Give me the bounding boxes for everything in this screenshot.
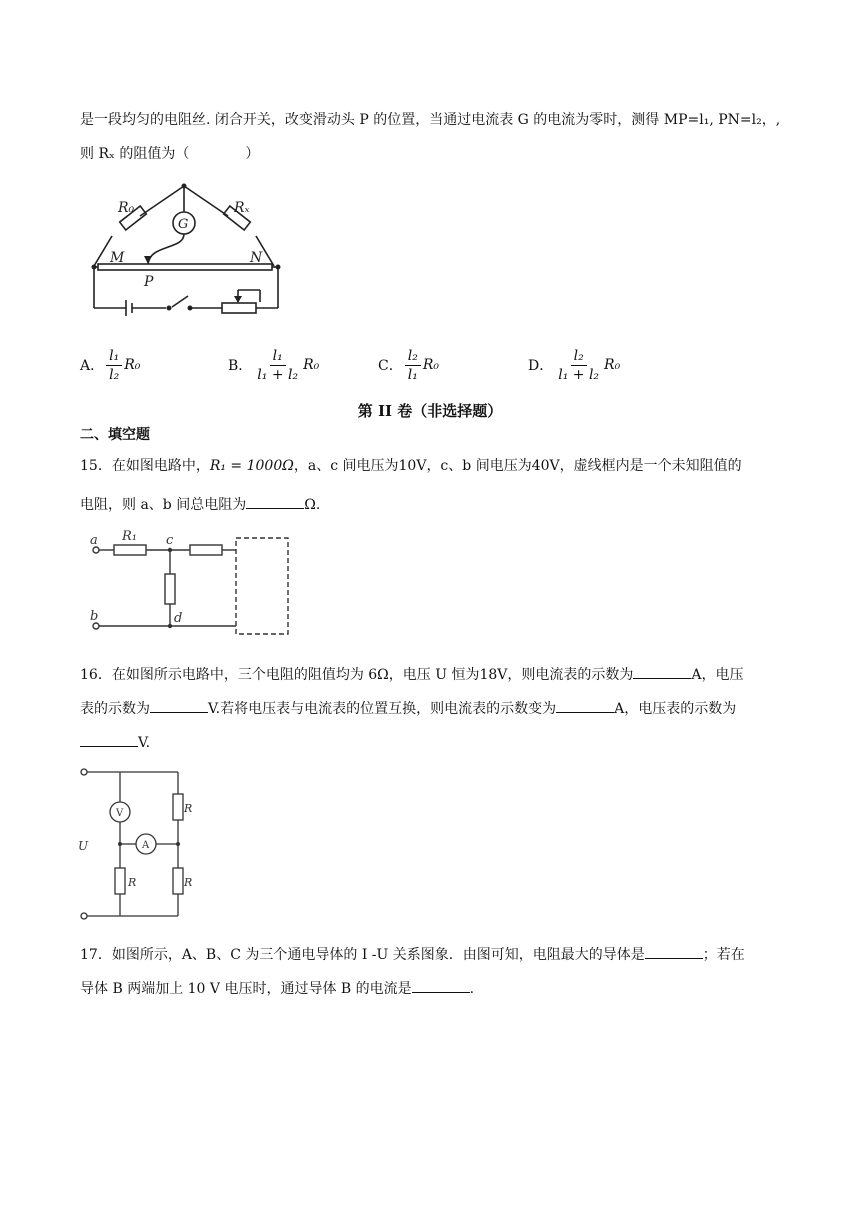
frac-num: l₁ [106, 347, 122, 366]
q16-r-bottom-right: R [184, 876, 193, 889]
q14-option-a [80, 340, 140, 390]
q17-blank-2 [412, 978, 470, 993]
q15-text-a: 15．在如图电路中， [80, 458, 210, 474]
q16-text-b: ，则电流表的示数为 [507, 667, 634, 683]
q16-ammeter-label: A [142, 840, 150, 851]
q16-line1 [80, 664, 744, 685]
option-label: A． [80, 358, 105, 374]
option-tail: R₀ [422, 357, 439, 373]
section-title: 第 II 卷（非选择题） [357, 402, 503, 420]
q16-line3 [80, 732, 150, 753]
q15-text-e: 电阻，则 a、b 间总电阻为 [80, 497, 247, 513]
q16-text-f: A，电压表的示数为 [614, 701, 737, 717]
option-fraction [555, 347, 602, 384]
q16-text-a: 16．在如图所示电路中，三个电阻的阻值均为 6Ω，电压 U 恒为 [80, 667, 480, 683]
option-fraction [254, 347, 301, 384]
q17-blank-1 [645, 944, 703, 959]
q16-text-c: A，电压 [691, 667, 744, 683]
q16-blank-1 [633, 664, 691, 679]
option-label: B． [228, 358, 253, 374]
frac-den: l₁ + l₂ [558, 366, 600, 383]
q15-v2: 40V [531, 458, 560, 474]
q16-blank-4 [80, 732, 138, 747]
option-label: C． [378, 358, 403, 374]
q17-text-c: 导体 B 两端加上 10 V 电压时，通过导体 B 的电流是 [80, 981, 412, 997]
q16-r-top-right: R [184, 802, 193, 815]
q17-text-b: ；若在 [702, 947, 745, 963]
frac-num: l₂ [571, 347, 587, 366]
q14-m-label: M [110, 250, 125, 266]
q15-text-f: Ω. [304, 497, 321, 513]
q15-r1-eq: R₁ = 1000Ω [209, 458, 294, 474]
q14-option-c [378, 340, 439, 390]
q16-text-g: V. [138, 735, 151, 751]
option-tail: R₀ [604, 357, 621, 373]
q16-text-e: V.若将电压表与电流表的位置互换，则电流表的示数变为 [208, 701, 557, 717]
q14-option-b [228, 340, 319, 390]
frac-den: l₂ [109, 366, 120, 383]
q16-blank-2 [150, 698, 208, 713]
option-fraction [106, 347, 122, 384]
q15-text-b: ，a、c 间电压为 [293, 458, 399, 474]
q16-text-d: 表的示数为 [80, 701, 150, 717]
q16-circuit-figure [76, 764, 196, 924]
q16-blank-3 [556, 698, 614, 713]
q15-v1: 10V [398, 458, 427, 474]
q15-line2 [80, 494, 320, 515]
q16-u-label: U [78, 839, 89, 853]
frac-den: l₁ + l₂ [257, 366, 299, 383]
frac-num: l₂ [405, 347, 421, 366]
q14-n-label: N [250, 250, 263, 266]
option-tail: R₀ [124, 357, 141, 373]
q17-text-a: 17．如图所示，A、B、C 为三个通电导体的 I -U 关系图象．由图可知，电阻最大的导体是 [80, 947, 645, 963]
q16-line2 [80, 698, 736, 719]
option-label: D． [528, 358, 554, 374]
q14-g-label: G [178, 217, 189, 232]
q14-option-d [528, 340, 620, 390]
q15-c-label: c [166, 533, 174, 548]
q15-b-label: b [90, 609, 99, 624]
frac-den: l₁ [407, 366, 418, 383]
q15-text-c: ，c、b 间电压为 [426, 458, 532, 474]
q15-line1 [80, 456, 742, 476]
q14-circuit-figure [88, 180, 288, 320]
q14-line2: 则 Rₓ 的阻值为（ ） [80, 146, 260, 162]
q17-text-d: . [469, 981, 475, 997]
q15-d-label: d [174, 611, 183, 626]
q15-text-d: ，虚线框内是一个未知阻值的 [559, 458, 742, 474]
q16-voltage: 18V [479, 667, 508, 683]
q16-voltmeter-label: V [116, 808, 124, 819]
q14-p-label: P [144, 274, 154, 290]
option-fraction [405, 347, 421, 384]
q14-rx-label: Rₓ [234, 200, 250, 216]
q15-answer-blank [246, 494, 304, 509]
q17-line1 [80, 944, 745, 965]
q15-r1-label: R₁ [122, 529, 137, 544]
q15-circuit-figure [86, 528, 302, 644]
section-heading: 二、填空题 [80, 427, 150, 443]
q15-a-label: a [90, 533, 98, 548]
option-tail: R₀ [303, 357, 320, 373]
q17-line2 [80, 978, 474, 999]
q14-r0-label: R₀ [118, 200, 135, 216]
frac-num: l₁ [270, 347, 286, 366]
q16-r-bottom-left: R [128, 876, 137, 889]
q14-line1: 是一段均匀的电阻丝. 闭合开关，改变滑动头 P 的位置，当通过电流表 G 的电流为零时，测得 MP=l₁, PN=l₂，, [80, 112, 781, 128]
